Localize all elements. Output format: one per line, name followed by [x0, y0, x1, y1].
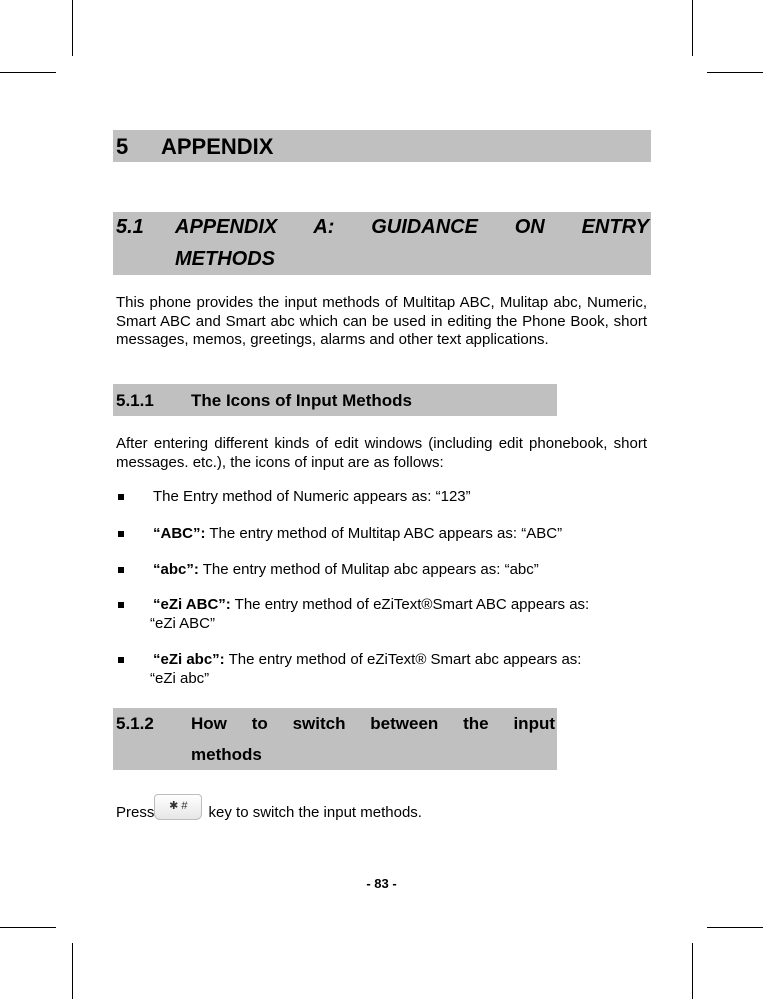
page-number: - 83 - [366, 876, 397, 891]
subsection-number: 5.1 [116, 216, 144, 238]
crop-mark [0, 927, 56, 928]
bullet-continuation: “eZi ABC” [150, 614, 216, 632]
list-item [116, 596, 647, 633]
icons-section-number: 5.1.1 [116, 391, 154, 410]
bullet-text: The entry method of eZiText®Smart ABC appears as: [230, 596, 590, 613]
icons-section-heading [113, 384, 557, 416]
bullet-text: The entry method of eZiText® Smart abc appears as: [224, 651, 582, 668]
press-instruction [116, 800, 422, 826]
intro-paragraph: This phone provides the input methods of Multitap ABC, Mulitap abc, Numeric, Smart ABC and Smart abc which can be used in editing the Phone Book, short messages, memos, greetings, alarms and other text applications. [116, 294, 647, 348]
bullet-square-icon [118, 657, 124, 663]
switch-section-heading [113, 708, 557, 770]
bullet-text: The Entry method of Numeric appears as: “123” [153, 488, 471, 505]
bullet-text: The entry method of Multitap ABC appears as: “ABC” [205, 525, 563, 542]
bullet-label: “eZi abc”: [153, 651, 225, 668]
section-heading [113, 130, 651, 162]
crop-mark [72, 943, 73, 999]
bullet-square-icon [118, 531, 124, 537]
bullet-square-icon [118, 494, 124, 500]
icons-paragraph: After entering different kinds of edit windows (including edit phonebook, short messages. etc.), the icons of input are as follows: [116, 435, 647, 471]
crop-mark [72, 0, 73, 56]
crop-mark [0, 72, 56, 73]
subsection-title-line1: APPENDIX A: GUIDANCE ON ENTRY [175, 216, 649, 238]
bullet-square-icon [118, 567, 124, 573]
press-label: Press [116, 803, 155, 821]
list-item [116, 651, 647, 688]
subsection-heading [113, 212, 651, 275]
list-item [116, 561, 647, 580]
crop-mark [707, 72, 763, 73]
switch-section-title-line2: methods [191, 745, 262, 764]
bullet-label: “eZi ABC”: [153, 596, 231, 613]
list-item [116, 525, 647, 544]
crop-mark [707, 927, 763, 928]
section-number: 5 [116, 134, 129, 159]
star-hash-key-icon: ✱ # [154, 794, 202, 820]
switch-section-number: 5.1.2 [116, 714, 154, 733]
bullet-continuation: “eZi abc” [150, 669, 210, 687]
subsection-title-line2: METHODS [175, 248, 275, 270]
section-title: APPENDIX [161, 134, 274, 159]
bullet-label: “ABC”: [153, 525, 206, 542]
bullet-text: The entry method of Mulitap abc appears as: “abc” [198, 561, 539, 578]
list-item [116, 488, 647, 507]
bullet-square-icon [118, 602, 124, 608]
crop-mark [692, 0, 693, 56]
crop-mark [692, 943, 693, 999]
icons-section-title: The Icons of Input Methods [191, 391, 412, 410]
press-text: key to switch the input methods. [204, 803, 422, 821]
switch-section-title-line1: How to switch between the input [191, 714, 555, 733]
bullet-label: “abc”: [153, 561, 199, 578]
